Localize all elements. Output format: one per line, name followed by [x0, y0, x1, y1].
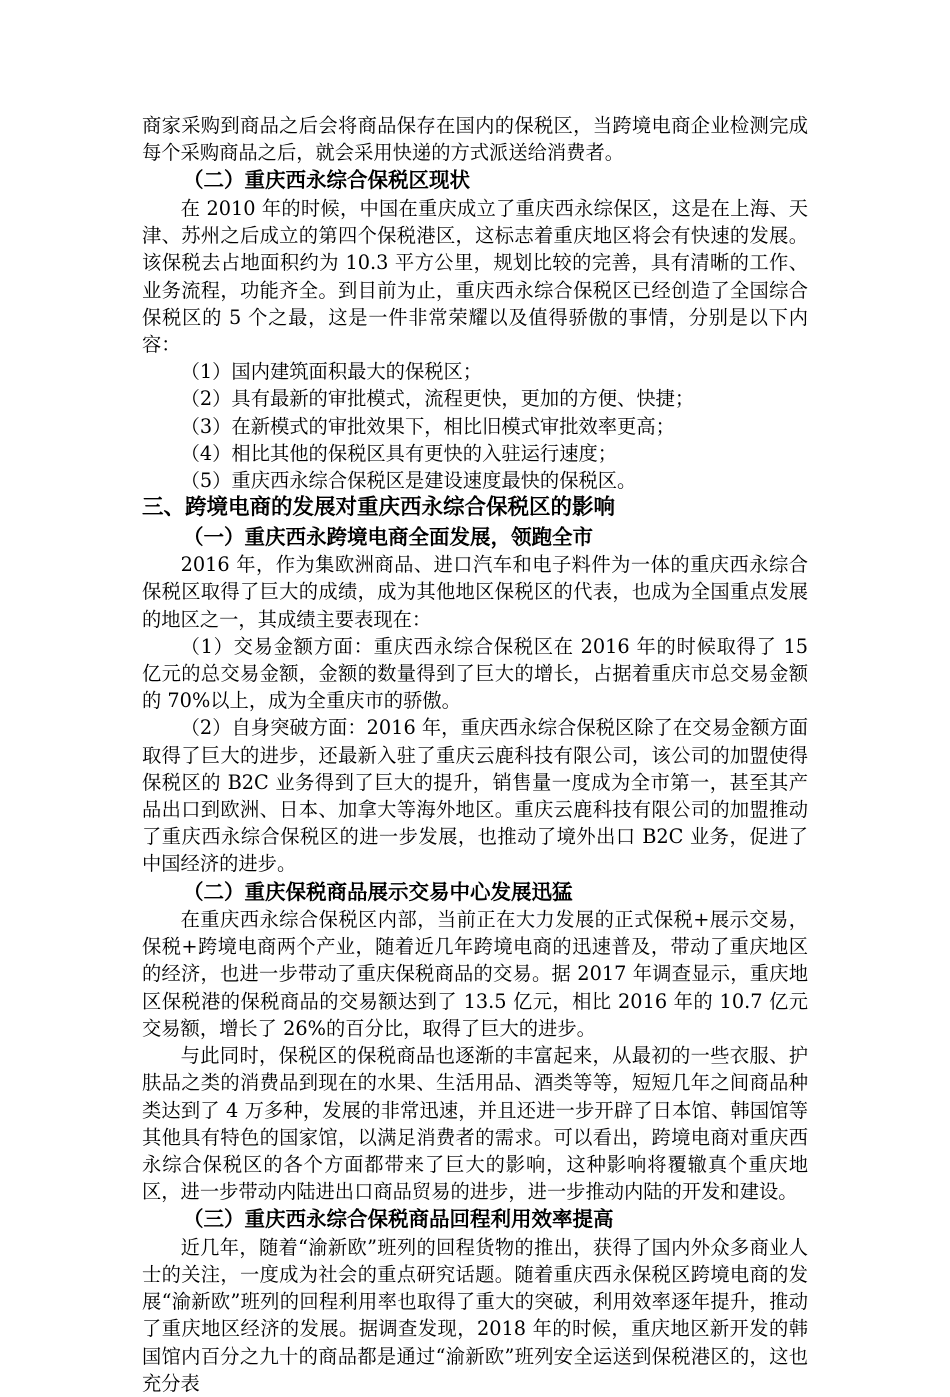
heading-return-trip-efficiency: （三）重庆西永综合保税商品回程利用效率提高 — [183, 1207, 614, 1232]
heading-xiyong-leading-city: （一）重庆西永跨境电商全面发展，领跑全市 — [183, 524, 593, 549]
paragraph-achievement-1-transaction: （1）交易金额方面：重庆西永综合保税区在 2016 年的时候取得了 15 亿元的总交易金额，金额的数量得到了巨大的增长，占据着重庆市总交易金额的 70%以上，成为全重庆市的骄傲。 — [142, 634, 808, 713]
heading-bonded-goods-exhibition-center: （二）重庆保税商品展示交易中心发展迅猛 — [183, 879, 573, 904]
list-item-superlative-1: （1）国内建筑面积最大的保税区； — [180, 360, 483, 384]
list-item-superlative-2: （2）具有最新的审批模式，流程更快，更加的方便、快捷； — [180, 387, 695, 411]
heading-xiyong-current-status: （二）重庆西永综合保税区现状 — [183, 168, 470, 193]
paragraph-product-variety-expansion: 与此同时，保税区的保税商品也逐渐的丰富起来，从最初的一些衣服、护肤品之类的消费品到现在的水果、生活用品、酒类等等，短短几年之间商品种类达到了 4 万多种，发展的非常迅速，并且还进一步开辟了日本馆、韩国馆等其他具有特色的国家馆，以满足消费者的需求。可以看出，跨境电商对重庆西永综合保税区的各个方面都带来了巨大的影响，这种影响将覆辙真个重庆地区，进一步带动内陆进出口商品贸易的进步，进一步推动内陆的开发和建设。 — [142, 1044, 808, 1204]
paragraph-bonded-zone-intro: 商家采购到商品之后会将商品保存在国内的保税区，当跨境电商企业检测完成每个采购商品之后，就会采用快递的方式派送给消费者。 — [142, 114, 808, 165]
list-item-superlative-5: （5）重庆西永综合保税区是建设速度最快的保税区。 — [180, 468, 637, 492]
paragraph-2016-achievements: 2016 年，作为集欧洲商品、进口汽车和电子料件为一体的重庆西永综合保税区取得了巨大的成绩，成为其他地区保税区的代表，也成为全国重点发展的地区之一，其成绩主要表现在： — [142, 553, 808, 631]
paragraph-achievement-2-breakthrough: （2）自身突破方面：2016 年，重庆西永综合保税区除了在交易金额方面取得了巨大的进步，还最新入驻了重庆云鹿科技有限公司，该公司的加盟使得保税区的 B2C 业务得到了巨大的提升，销售量一度成为全市第一，甚至其产品出口到欧洲、日本、加拿大等海外地区。重庆云鹿科技有限公司的加盟推动了重庆西永综合保税区的进一步发展，也推动了境外出口 B2C 业务，促进了中国经济的进步。 — [142, 716, 808, 876]
document-body — [142, 112, 808, 1397]
list-item-superlative-4: （4）相比其他的保税区具有更快的入驻运行速度； — [180, 441, 618, 465]
paragraph-exhibition-trade-growth: 在重庆西永综合保税区内部，当前正在大力发展的正式保税+展示交易，保税+跨境电商两个产业，随着近几年跨境电商的迅速普及，带动了重庆地区的经济，也进一步带动了重庆保税商品的交易。据 2017 年调查显示，重庆地区保税港的保税商品的交易额达到了 13.5 亿元，相比 2016 年的 10.7 亿元交易额，增长了 26%的百分比，取得了巨大的进步。 — [142, 908, 808, 1040]
paragraph-xiyong-status-body: 在 2010 年的时候，中国在重庆成立了重庆西永综保区，这是在上海、天津、苏州之后成立的第四个保税港区，这标志着重庆地区将会有快速的发展。该保税去占地面积约为 10.3 平方公里，规划比较的完善，具有清晰的工作、业务流程，功能齐全。到目前为止，重庆西永综合保税区已经创造了全国综合保税区的 5 个之最，这是一件非常荣耀以及值得骄傲的事情，分别是以下内容： — [142, 196, 808, 356]
heading-section-three: 三、跨境电商的发展对重庆西永综合保税区的影响 — [142, 495, 616, 521]
paragraph-yuxinou-return-trip: 近几年，随着“渝新欧”班列的回程货物的推出，获得了国内外众多商业人士的关注，一度成为社会的重点研究话题。随着重庆西永保税区跨境电商的发展“渝新欧”班列的回程利用率也取得了重大的突破，利用效率逐年提升，推动了重庆地区经济的发展。据调查发现，2018 年的时候，重庆地区新开发的韩国馆内百分之九十的商品都是通过“渝新欧”班列安全运送到保税港区的，这也充分表 — [142, 1235, 808, 1395]
list-item-superlative-3: （3）在新模式的审批效果下，相比旧模式审批效率更高； — [180, 414, 675, 438]
